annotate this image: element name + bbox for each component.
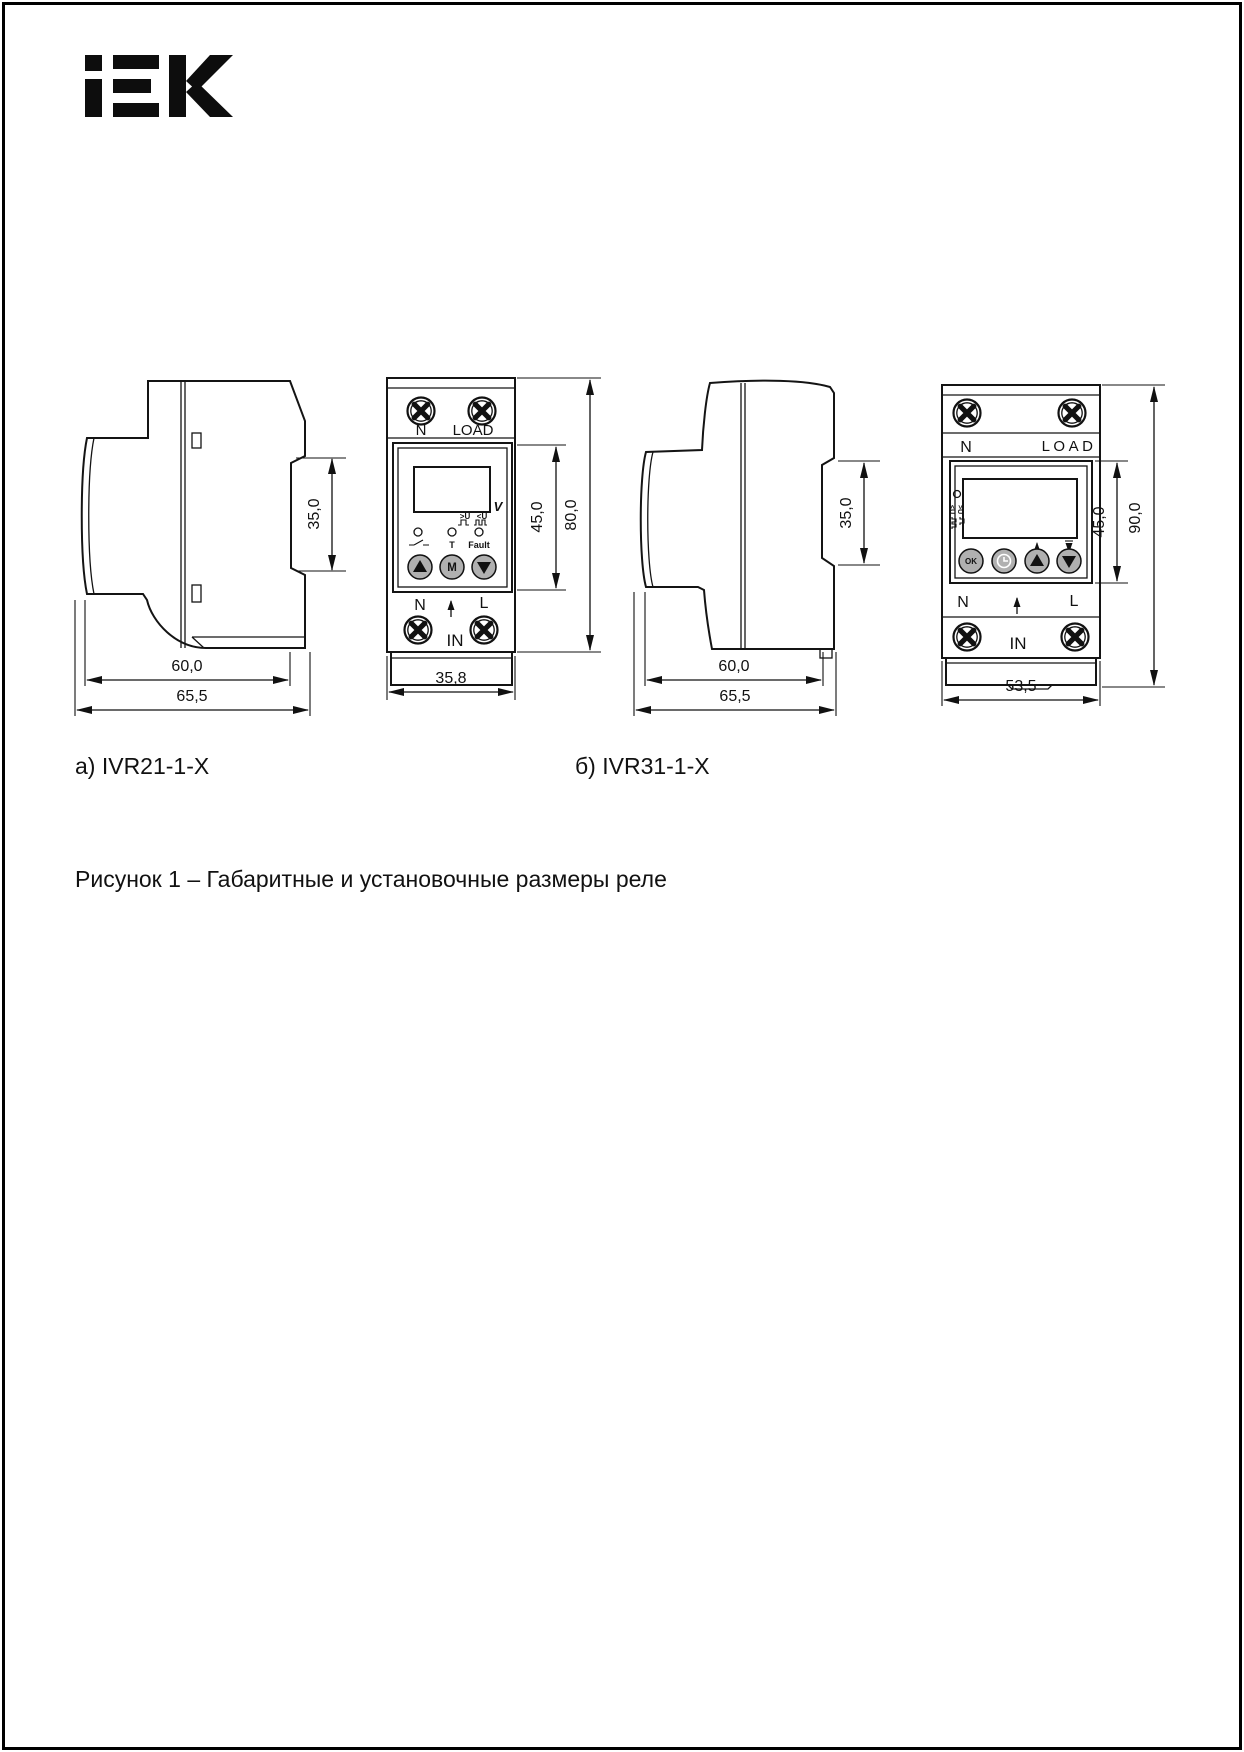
button-mode — [440, 555, 464, 579]
caption-ivr31: б) IVR31-1-X — [575, 753, 710, 779]
ivr31-front-view — [942, 385, 1165, 706]
screw-terminal-icon — [408, 398, 435, 425]
led-t-label: T — [449, 540, 455, 550]
screw-terminal-icon — [954, 624, 981, 651]
volt-unit-label: V — [493, 499, 503, 514]
overvoltage-symbol: >U — [459, 512, 471, 521]
in-label: IN — [446, 631, 464, 650]
dim-notch-height-b — [838, 461, 880, 565]
screw-terminal-icon — [1059, 400, 1086, 427]
button-ok-label: OK — [965, 557, 977, 566]
button-ok — [959, 549, 983, 573]
dim-panel-height-a — [517, 445, 566, 590]
bottom-l-label: L — [1069, 593, 1079, 610]
dim-total-height-b — [1102, 385, 1165, 687]
dim-label: 45,0 — [529, 501, 546, 533]
dim-notch-height-a — [296, 458, 346, 571]
dim-label: 35,0 — [838, 497, 855, 529]
dim-label: 45,0 — [1091, 506, 1108, 538]
dim-label: 35,8 — [435, 670, 467, 687]
undervoltage-symbol: <U — [948, 505, 955, 515]
button-down — [472, 555, 496, 579]
led-fault-label: Fault — [468, 540, 490, 550]
overvoltage-symbol: >U — [956, 505, 963, 515]
dim-label: 65,5 — [176, 688, 208, 705]
dim-label: 80,0 — [563, 499, 580, 531]
terminal-load-label: LOAD — [1041, 438, 1097, 455]
dim-label: 60,0 — [171, 658, 203, 675]
din-clip-lower — [820, 649, 832, 658]
dim-label: 60,0 — [718, 658, 750, 675]
lcd-display — [963, 479, 1077, 538]
dim-label: 65,5 — [719, 688, 751, 705]
figure-caption: Рисунок 1 – Габаритные и установочные размеры реле — [75, 866, 667, 892]
bottom-l-label: L — [479, 595, 489, 612]
dim-label: 90,0 — [1127, 502, 1144, 534]
ivr21-side-view — [75, 381, 346, 716]
dim-label: 35,0 — [306, 498, 323, 530]
ivr21-front-view — [387, 378, 601, 700]
dim-label: 53,5 — [1005, 678, 1037, 695]
in-label: IN — [1009, 634, 1027, 653]
lcd-display — [414, 467, 490, 512]
screw-terminal-icon — [471, 617, 498, 644]
button-clock — [992, 549, 1016, 573]
undervoltage-symbol: <U — [476, 512, 488, 521]
button-mode-label: M — [447, 562, 457, 574]
terminal-n-label: N — [415, 422, 427, 439]
terminal-load-label: LOAD — [452, 422, 494, 439]
screw-terminal-icon — [1062, 624, 1089, 651]
screw-terminal-icon — [954, 400, 981, 427]
ivr31-side-view — [634, 381, 880, 716]
screw-terminal-icon — [405, 617, 432, 644]
side-profile-outline — [641, 381, 834, 649]
screw-terminal-icon — [469, 398, 496, 425]
bottom-n-label: N — [957, 594, 969, 611]
side-profile-outline — [82, 381, 305, 648]
terminal-n-label: N — [960, 439, 972, 456]
button-up — [408, 555, 432, 579]
caption-ivr21: а) IVR21-1-X — [75, 753, 210, 779]
bottom-n-label: N — [414, 597, 426, 614]
